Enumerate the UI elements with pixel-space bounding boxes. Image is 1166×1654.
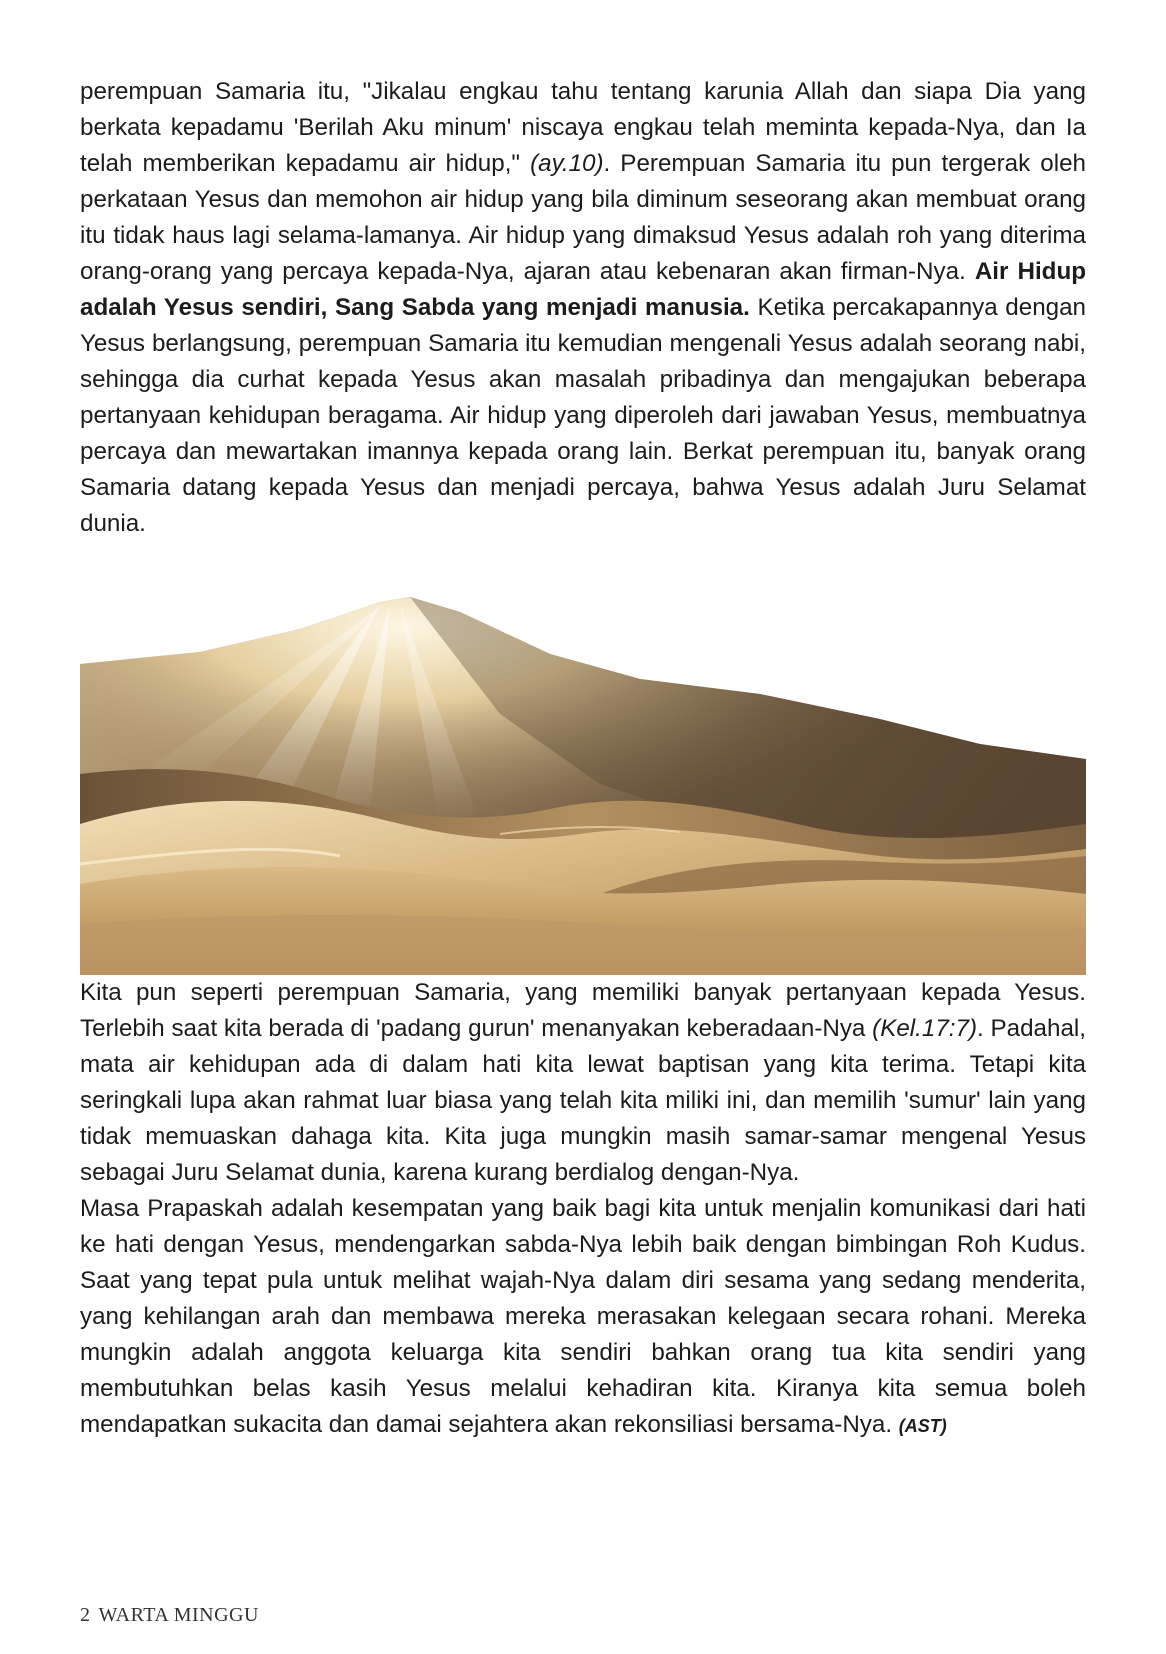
desert-dunes-photo [80, 594, 1086, 975]
page-footer [80, 1604, 259, 1627]
para1-text-b: . Perempuan Samaria itu pun tergerak oleh perkataan Yesus dan memohon air hidup yang bila diminum seseorang akan membuat orang itu tidak haus lagi selama-lamanya. Air hidup yang dimaksud Yesus adalah roh yang diterima orang-orang yang percaya kepada-Nya, ajaran atau kebenaran akan firman-Nya. [80, 150, 1086, 285]
page-content [80, 74, 1086, 1444]
paragraph-2 [80, 975, 1086, 1191]
para3-text: Masa Prapaskah adalah kesempatan yang baik bagi kita untuk menjalin komunikasi dari hati ke hati dengan Yesus, mendengarkan sabda-Nya lebih baik dengan bimbingan Roh Kudus. Saat yang tepat pula untuk melihat wajah-Nya dalam diri sesama yang sedang menderita, yang kehilangan arah dan membawa mereka merasakan kelegaan secara rohani. Mereka mungkin adalah anggota keluarga kita sendiri bahkan orang tua kita sendiri yang membutuhkan belas kasih Yesus melalui kehadiran kita. Kiranya kita semua boleh mendapatkan sukacita dan damai sejahtera akan rekonsiliasi bersama-Nya. [80, 1195, 1086, 1438]
publication-name: WARTA MINGGU [98, 1604, 259, 1626]
author-signature: (AST) [898, 1416, 947, 1436]
para1-text-a: perempuan Samaria itu, "Jikalau engkau tahu tentang karunia Allah dan siapa Dia yang berkata kepadamu 'Berilah Aku minum' niscaya engkau telah meminta kepada-Nya, dan Ia telah memberikan kepadamu air hidup," [80, 78, 1086, 177]
para2-text-b: . Padahal, mata air kehidupan ada di dalam hati kita lewat baptisan yang kita terima. Tetapi kita seringkali lupa akan rahmat luar biasa yang telah kita miliki ini, dan memilih 'sumur' lain yang tidak memuaskan dahaga kita. Kita juga mungkin masih samar-samar mengenal Yesus sebagai Juru Selamat dunia, karena kurang berdialog dengan-Nya. [80, 1015, 1086, 1186]
para1-text-c: Ketika percakapannya dengan Yesus berlangsung, perempuan Samaria itu kemudian mengenali Yesus adalah seorang nabi, sehingga dia curhat kepada Yesus akan masalah pribadinya dan mengajukan beberapa pertanyaan kehidupan beragama. Air hidup yang diperoleh dari jawaban Yesus, membuatnya percaya dan mewartakan imannya kepada orang lain. Berkat perempuan itu, banyak orang Samaria datang kepada Yesus dan menjadi percaya, bahwa Yesus adalah Juru Selamat dunia. [80, 294, 1087, 537]
scripture-reference: (Kel.17:7) [872, 1015, 978, 1042]
page-number: 2 [80, 1604, 91, 1626]
scripture-reference: (ay.10) [530, 150, 604, 177]
para2-text-a: Kita pun seperti perempuan Samaria, yang memiliki banyak pertanyaan kepada Yesus. Terlebih saat kita berada di 'padang gurun' menanyakan keberadaan-Nya [80, 979, 1086, 1042]
emphasis-sentence: Air Hidup adalah Yesus sendiri, Sang Sabda yang menjadi manusia. [80, 258, 1086, 321]
paragraph-3 [80, 1191, 1086, 1444]
paragraph-1 [80, 74, 1086, 542]
